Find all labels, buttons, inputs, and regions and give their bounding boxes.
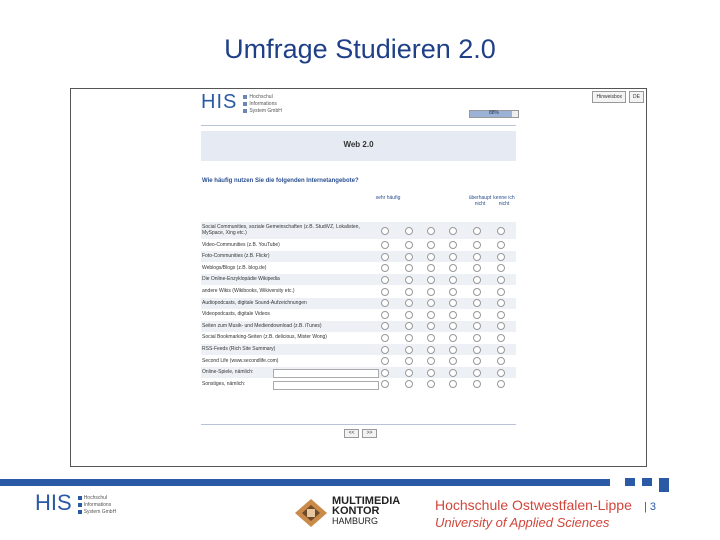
back-button[interactable]: << <box>344 429 359 438</box>
decor-square <box>642 478 652 486</box>
page-number: | 3 <box>644 501 657 513</box>
rating-radio[interactable] <box>473 322 481 330</box>
rating-radio[interactable] <box>497 264 505 272</box>
rating-radio[interactable] <box>497 334 505 342</box>
rating-radio[interactable] <box>473 299 481 307</box>
footer-his-line: Informations <box>83 502 112 508</box>
rating-radio[interactable] <box>449 288 457 296</box>
row-label: Social Bookmarking-Seiten (z.B. delicious, Mister Wong) <box>202 334 327 341</box>
other-text-input[interactable] <box>273 369 379 378</box>
row-label: Second Life (www.secondlife.com) <box>202 357 279 364</box>
rating-radio[interactable] <box>473 276 481 284</box>
rating-radio[interactable] <box>427 334 435 342</box>
rating-radio[interactable] <box>473 357 481 365</box>
rating-radio[interactable] <box>405 288 413 296</box>
rating-radio[interactable] <box>405 241 413 249</box>
other-text-input[interactable] <box>273 381 379 390</box>
decor-square <box>625 478 635 486</box>
rating-radio[interactable] <box>405 299 413 307</box>
hint-box-button[interactable]: Hinweisbox <box>592 91 626 103</box>
rating-radio[interactable] <box>381 253 389 261</box>
rating-radio[interactable] <box>427 380 435 388</box>
rating-radio[interactable] <box>449 241 457 249</box>
rating-radio[interactable] <box>405 357 413 365</box>
rating-radio[interactable] <box>427 288 435 296</box>
rating-radio[interactable] <box>427 357 435 365</box>
footer-his-line: Hochschul <box>83 495 108 501</box>
next-button[interactable]: >> <box>362 429 377 438</box>
rating-radio[interactable] <box>405 380 413 388</box>
rating-radio[interactable] <box>381 264 389 272</box>
hochschule-subtitle: University of Applied Sciences <box>435 515 610 530</box>
his-logo-line: Informations <box>249 101 277 107</box>
section-title: Web 2.0 <box>343 140 374 149</box>
rating-radio[interactable] <box>381 227 389 235</box>
slide-title: Umfrage Studieren 2.0 <box>224 34 496 64</box>
rating-radio[interactable] <box>449 276 457 284</box>
rating-radio[interactable] <box>497 299 505 307</box>
rating-radio[interactable] <box>405 322 413 330</box>
rating-radio[interactable] <box>497 322 505 330</box>
row-label: Die Online-Enzyklopädie Wikipedia <box>202 276 280 283</box>
footer-his-lines <box>78 495 117 516</box>
top-controls <box>592 91 644 103</box>
rating-radio[interactable] <box>427 264 435 272</box>
column-header: überhaupt nicht <box>468 195 492 207</box>
his-logo-word: HIS <box>201 91 238 113</box>
rating-radio[interactable] <box>497 380 505 388</box>
table-row <box>201 240 516 251</box>
rating-radio[interactable] <box>427 369 435 377</box>
column-header: sehr häufig <box>375 195 401 201</box>
rating-radio[interactable] <box>473 369 481 377</box>
rating-radio[interactable] <box>449 380 457 388</box>
row-label: Weblogs/Blogs (z.B. blog.de) <box>202 264 267 271</box>
rating-radio[interactable] <box>497 357 505 365</box>
divider <box>201 424 516 425</box>
rating-radio[interactable] <box>497 241 505 249</box>
rating-radio[interactable] <box>497 369 505 377</box>
rating-radio[interactable] <box>405 311 413 319</box>
rating-radio[interactable] <box>427 227 435 235</box>
table-row <box>201 321 516 332</box>
multimedia-kontor-text <box>332 496 400 526</box>
question-text: Wie häufig nutzen Sie die folgenden Internetangebote? <box>202 178 359 184</box>
rating-radio[interactable] <box>497 227 505 235</box>
row-label: RSS-Feeds (Rich Site Summary) <box>202 346 276 352</box>
row-label: Online-Spiele, nämlich: <box>202 369 254 376</box>
rating-radio[interactable] <box>473 253 481 261</box>
table-row <box>201 367 516 378</box>
rating-radio[interactable] <box>449 311 457 319</box>
hochschule-name: Hochschule Ostwestfalen-Lippe <box>435 497 632 513</box>
survey-screenshot <box>70 88 647 467</box>
mm-line2: KONTOR <box>332 505 380 517</box>
table-row <box>201 379 516 390</box>
table-row <box>201 222 516 239</box>
rating-radio[interactable] <box>497 346 505 354</box>
table-row <box>201 263 516 274</box>
rating-radio[interactable] <box>449 334 457 342</box>
rating-radio[interactable] <box>473 334 481 342</box>
row-label: Sonstiges, nämlich: <box>202 380 246 387</box>
row-label: Foto-Communities (z.B. Flickr) <box>202 253 270 260</box>
rating-radio[interactable] <box>473 346 481 354</box>
mm-line1: MULTIMEDIA <box>332 495 401 507</box>
table-row <box>201 251 516 262</box>
divider <box>201 125 516 126</box>
rating-radio[interactable] <box>381 346 389 354</box>
decor-square <box>659 478 669 492</box>
rating-radio[interactable] <box>427 299 435 307</box>
rating-radio[interactable] <box>381 241 389 249</box>
row-label: andere Wikis (Wikibooks, Wikiversity etc.) <box>202 288 295 294</box>
row-label: Videopodcasts, digitale Videos <box>202 311 270 318</box>
rating-radio[interactable] <box>381 380 389 388</box>
column-header: kenne ich nicht <box>493 195 515 207</box>
rating-radio[interactable] <box>449 299 457 307</box>
rating-radio[interactable] <box>427 253 435 261</box>
multimedia-kontor-logo-icon <box>293 495 329 531</box>
rating-radio[interactable] <box>473 227 481 235</box>
rating-radio[interactable] <box>381 311 389 319</box>
rating-radio[interactable] <box>427 322 435 330</box>
his-logo-lines <box>243 94 282 115</box>
rating-radio[interactable] <box>427 311 435 319</box>
rating-radio[interactable] <box>449 322 457 330</box>
rating-radio[interactable] <box>381 299 389 307</box>
rating-radio[interactable] <box>473 288 481 296</box>
rating-radio[interactable] <box>405 369 413 377</box>
rating-radio[interactable] <box>473 264 481 272</box>
rating-radio[interactable] <box>449 369 457 377</box>
rating-radio[interactable] <box>497 253 505 261</box>
rating-radio[interactable] <box>449 357 457 365</box>
rating-radio[interactable] <box>405 346 413 354</box>
rating-radio[interactable] <box>381 276 389 284</box>
rating-radio[interactable] <box>427 346 435 354</box>
his-logo-line: System GmbH <box>249 108 282 114</box>
rating-radio[interactable] <box>381 288 389 296</box>
mm-line3: HAMBURG <box>332 516 379 526</box>
rating-radio[interactable] <box>473 380 481 388</box>
footer-bar <box>0 479 610 486</box>
table-row <box>201 274 516 285</box>
rating-radio[interactable] <box>427 276 435 284</box>
row-label: Social Communities, soziale Gemeinschaften (z.B. StudiVZ, Lokalisten, MySpace, Xing etc.) <box>202 224 360 236</box>
rating-radio[interactable] <box>381 357 389 365</box>
rating-radio[interactable] <box>473 241 481 249</box>
table-row <box>201 344 516 355</box>
rating-radio[interactable] <box>381 322 389 330</box>
rating-radio[interactable] <box>473 311 481 319</box>
rating-radio[interactable] <box>405 334 413 342</box>
footer-his-logo <box>35 490 116 516</box>
rating-radio[interactable] <box>405 264 413 272</box>
table-row <box>201 286 516 297</box>
his-logo-line: Hochschul <box>249 94 273 100</box>
row-label: Seiten zum Musik- und Mediendownload (z.B. iTunes) <box>202 322 322 329</box>
rating-radio[interactable] <box>381 369 389 377</box>
footer-his-word: HIS <box>35 490 72 515</box>
his-logo <box>201 91 282 115</box>
rating-radio[interactable] <box>497 276 505 284</box>
rating-radio[interactable] <box>381 334 389 342</box>
rating-radio[interactable] <box>405 276 413 284</box>
row-label: Video-Communities (z.B. YouTube) <box>202 241 280 248</box>
row-label: Audiopodcasts, digitale Sound-Aufzeichnungen <box>202 299 307 306</box>
rating-radio[interactable] <box>427 241 435 249</box>
language-button[interactable]: DE <box>629 91 644 103</box>
rating-radio[interactable] <box>405 253 413 261</box>
table-row <box>201 309 516 320</box>
table-row <box>201 298 516 309</box>
rating-radio[interactable] <box>405 227 413 235</box>
rating-radio[interactable] <box>449 227 457 235</box>
rating-radio[interactable] <box>497 288 505 296</box>
table-row <box>201 332 516 343</box>
rating-radio[interactable] <box>497 311 505 319</box>
footer-his-line: System GmbH <box>83 509 117 515</box>
progress-label: 88% <box>488 110 499 116</box>
rating-radio[interactable] <box>449 346 457 354</box>
rating-radio[interactable] <box>449 264 457 272</box>
progress-bar <box>469 110 519 118</box>
table-row <box>201 356 516 367</box>
rating-radio[interactable] <box>449 253 457 261</box>
